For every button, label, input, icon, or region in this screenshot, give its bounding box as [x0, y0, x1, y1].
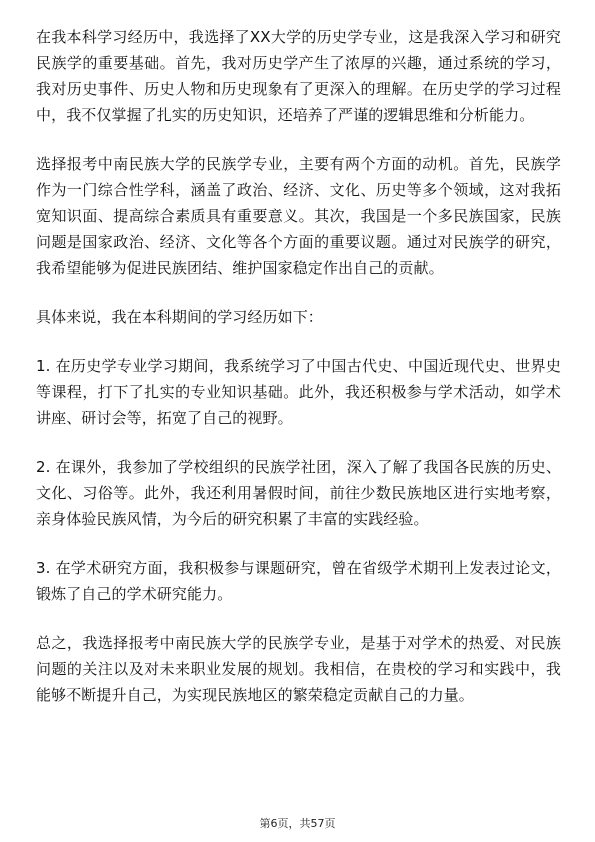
paragraph-motivation: 选择报考中南民族大学的民族学专业，主要有两个方面的动机。首先，民族学作为一门综合性学科，涵盖了政治、经济、文化、历史等多个领域，这对我拓宽知识面、提高综合素质具有重要意义。其次，我国是一个多民族国家，民族问题是国家政治、经济、文化等各个方面的重要议题。通过对民族学的研究，我希望能够为促进民族团结、维护国家稳定作出自己的贡献。 — [36, 155, 561, 277]
document-body — [36, 24, 561, 731]
page-number-footer: 第6页，共57页 — [259, 817, 336, 830]
paragraph-conclusion: 总之，我选择报考中南民族大学的民族学专业，是基于对学术的热爱、对民族问题的关注以及对未来职业发展的规划。我相信，在贵校的学习和实践中，我能够不断提升自己，为实现民族地区的繁荣稳定贡献自己的力量。 — [36, 634, 561, 704]
paragraph-item-3: 3. 在学术研究方面，我积极参与课题研究，曾在省级学术期刊上发表过论文，锻炼了自己的学术研究能力。 — [36, 559, 561, 603]
paragraph-item-2: 2. 在课外，我参加了学校组织的民族学社团，深入了解了我国各民族的历史、文化、习俗等。此外，我还利用暑假时间，前往少数民族地区进行实地考察，亲身体验民族风情，为今后的研究积累了丰富的实践经验。 — [36, 458, 561, 528]
paragraph-item-1: 1. 在历史学专业学习期间，我系统学习了中国古代史、中国近现代史、世界史等课程，打下了扎实的专业知识基础。此外，我还积极参与学术活动，如学术讲座、研讨会等，拓宽了自己的视野。 — [36, 357, 561, 427]
paragraph-details-lead: 具体来说，我在本科期间的学习经历如下： — [36, 308, 323, 326]
paragraph-intro: 在我本科学习经历中，我选择了XX大学的历史学专业，这是我深入学习和研究民族学的重要基础。首先，我对历史学产生了浓厚的兴趣，通过系统的学习，我对历史事件、历史人物和历史现象有了更深入的理解。在历史学的学习过程中，我不仅掌握了扎实的历史知识，还培养了严谨的逻辑思维和分析能力。 — [36, 28, 561, 124]
